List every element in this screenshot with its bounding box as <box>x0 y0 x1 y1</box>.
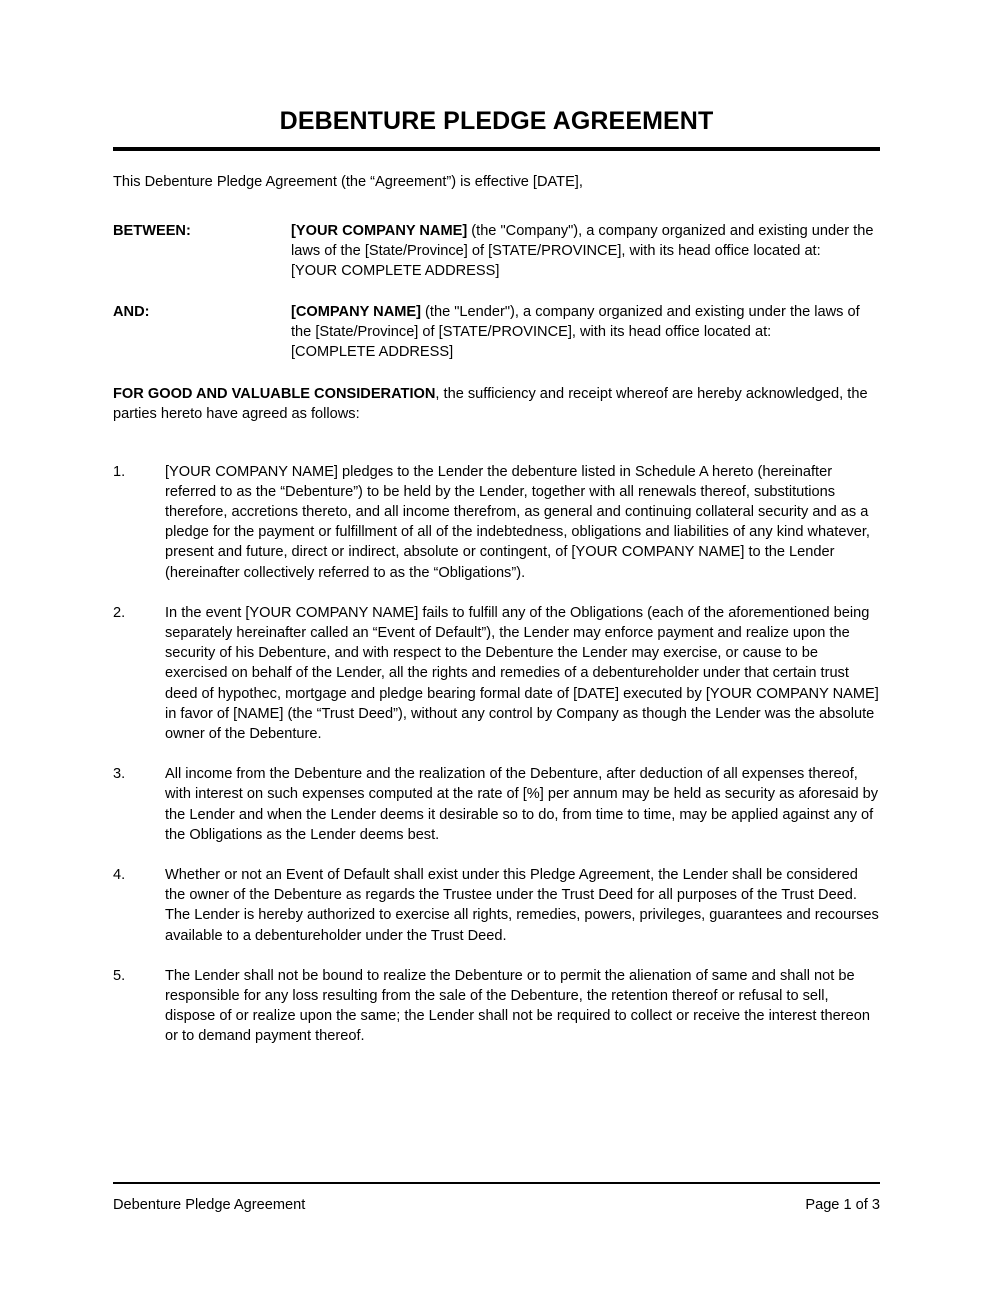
clause-item <box>113 865 880 946</box>
clause-text: [YOUR COMPANY NAME] pledges to the Lender the debenture listed in Schedule A hereto (hereinafter referred to as the “Debenture”) to be held by the Lender, together with all renewals thereof, substitutions therefore, accretions thereto, and all income therefrom, as general and continuing collateral security and as a pledge for the payment or fulfillment of all of the indebtedness, obligations and liabilities of any kind whatever, present and future, direct or indirect, absolute or contingent, of [YOUR COMPANY NAME] to the Lender (hereinafter collectively referred to as the “Obligations”). <box>165 463 870 581</box>
party-details-lender <box>291 302 880 363</box>
party-address-lender: [COMPLETE ADDRESS] <box>291 343 454 360</box>
party-label-between: BETWEEN: <box>113 222 191 239</box>
footer-document-name: Debenture Pledge Agreement <box>113 1197 306 1213</box>
clause-number: 2. <box>113 604 126 621</box>
title-divider <box>113 147 880 151</box>
intro-paragraph: This Debenture Pledge Agreement (the “Agreement”) is effective [DATE], <box>113 173 583 190</box>
clause-text: All income from the Debenture and the realization of the Debenture, after deduction of all expenses thereof, with interest on such expenses computed at the rate of [%] per annum may be held as security as aforesaid by the Lender and when the Lender deems it desirable so to do, from time to time, may be applied against any of the Obligations as the Lender deems best. <box>165 766 879 843</box>
consideration-lead: FOR GOOD AND VALUABLE CONSIDERATION <box>113 386 436 403</box>
party-details-company <box>291 221 880 282</box>
clause-item <box>113 764 880 845</box>
consideration-body: , the sufficiency and receipt whereof are hereby acknowledged, the parties hereto have agreed as follows: <box>113 386 868 423</box>
party-name-company: [YOUR COMPANY NAME] <box>291 222 468 239</box>
party-label-and: AND: <box>113 303 150 320</box>
party-name-lender: [COMPANY NAME] <box>291 303 421 320</box>
clause-number: 3. <box>113 766 126 783</box>
consideration-paragraph <box>113 384 880 424</box>
clause-number: 1. <box>113 463 126 480</box>
footer-row <box>113 1195 880 1215</box>
footer-page-number: Page 1 of 3 <box>805 1197 880 1213</box>
clause-text: The Lender shall not be bound to realize the Debenture or to permit the alienation of same and shall not be responsible for any loss resulting from the sale of the Debenture, the retention thereof or refusal to sell, dispose of or realize upon the same; the Lender shall not be required to collect or receive the interest thereon or to demand payment thereof. <box>165 967 870 1045</box>
clause-number: 4. <box>113 867 126 884</box>
party-row <box>113 221 880 282</box>
footer-divider <box>113 1182 880 1184</box>
clause-number: 5. <box>113 967 126 984</box>
party-description-lender: (the "Lender"), a company organized and existing under the laws of the [State/Province] of [STATE/PROVINCE], with its head office located at: <box>291 303 860 340</box>
clause-text: Whether or not an Event of Default shall exist under this Pledge Agreement, the Lender shall be considered the owner of the Debenture as regards the Trustee under the Trust Deed for all purposes of the Trust Deed. The Lender is hereby authorized to exercise all rights, remedies, powers, privileges, guarantees and recourses available to a debentureholder under the Trust Deed. <box>165 867 879 944</box>
party-description-company: (the "Company"), a company organized and existing under the laws of the [State/Province] of [STATE/PROVINCE], with its head office located at: <box>291 222 874 260</box>
clause-text: In the event [YOUR COMPANY NAME] fails to fulfill any of the Obligations (each of the aforementioned being separately hereinafter called an “Event of Default”), the Lender may enforce payment and realize upon the security of his Debenture, and with respect to the Debenture the Lender may exercise, or cause to be exercised on behalf of the Lender, all the rights and remedies of a debentureholder under that certain trust deed of hypothec, mortgage and pledge bearing formal date of [DATE] executed by [YOUR COMPANY NAME] in favor of [NAME] (the “Trust Deed”), without any control by Company as though the Lender was the absolute owner of the Debenture. <box>165 604 879 743</box>
parties-block <box>113 221 880 362</box>
clause-item <box>113 603 880 744</box>
party-address-company: [YOUR COMPLETE ADDRESS] <box>291 263 500 280</box>
clause-item <box>113 966 880 1047</box>
clause-list <box>113 462 880 1047</box>
clause-item <box>113 462 880 583</box>
party-row <box>113 302 880 363</box>
page-footer <box>113 1182 880 1215</box>
document-content <box>113 0 880 1047</box>
page-title: DEBENTURE PLEDGE AGREEMENT <box>279 107 714 135</box>
